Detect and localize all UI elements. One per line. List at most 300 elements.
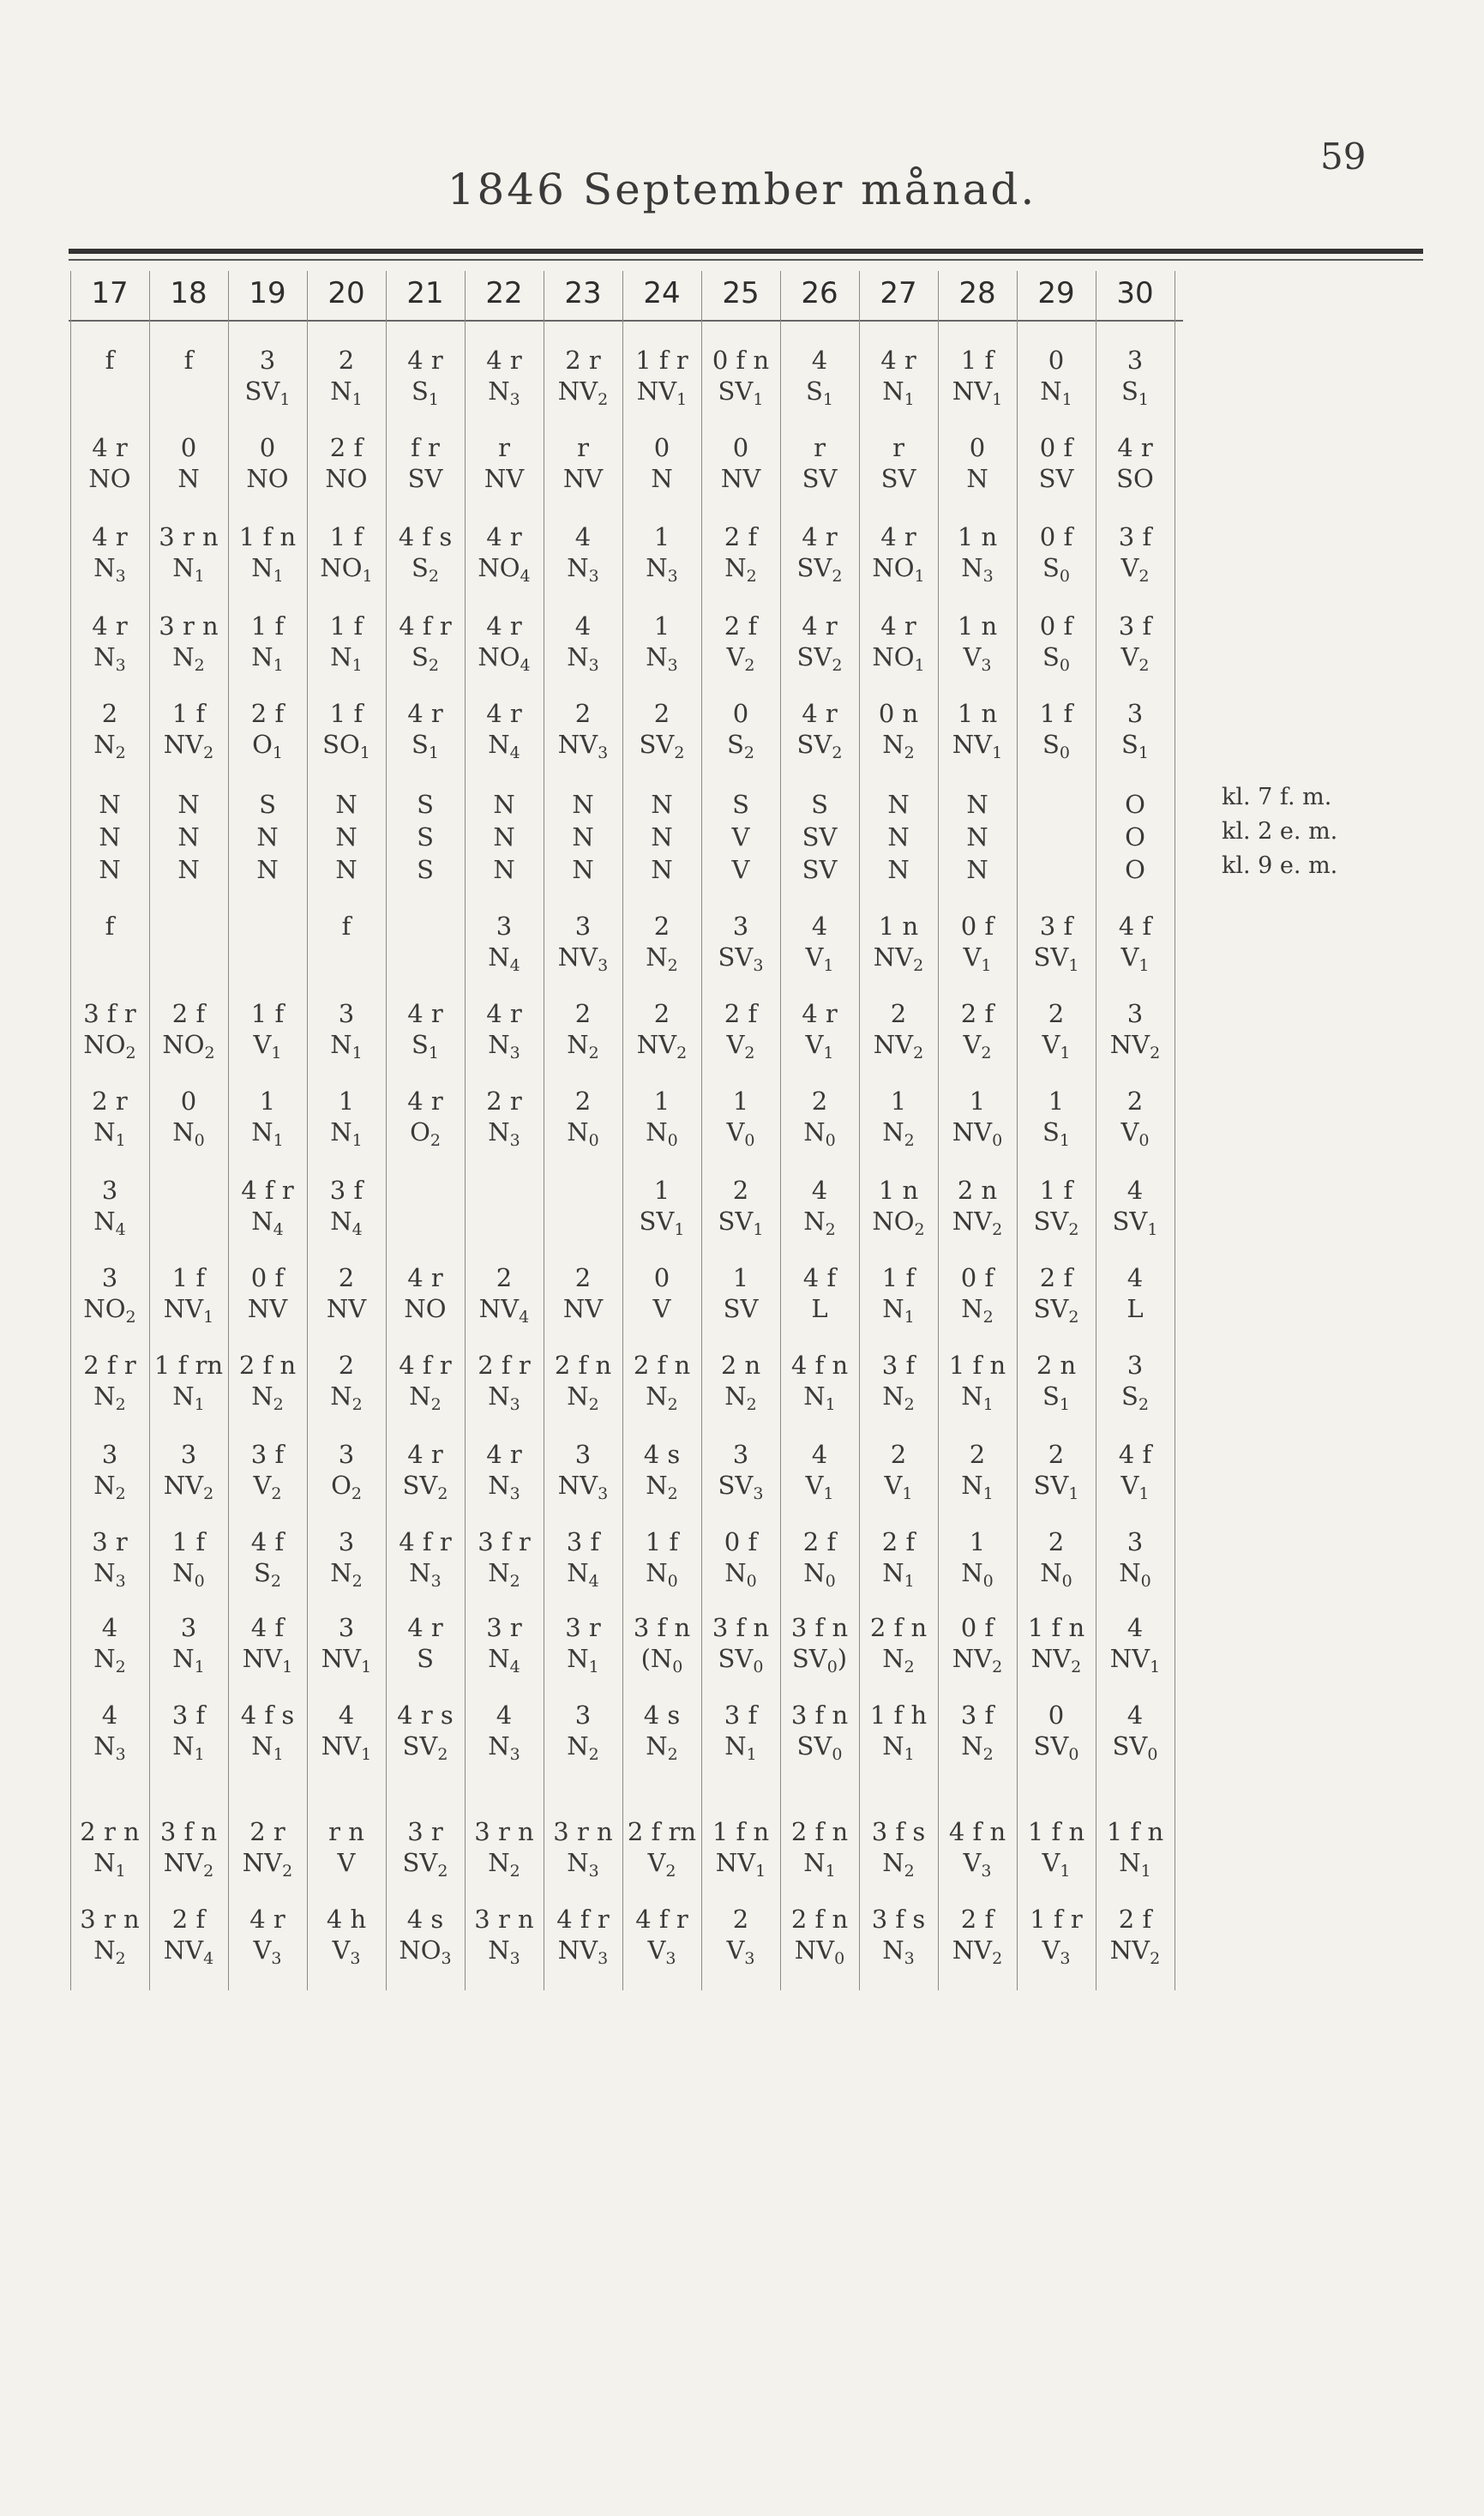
observation-cell xyxy=(386,1086,465,1150)
observation-cell xyxy=(1017,698,1096,760)
cell-line-1: 1 xyxy=(653,611,670,641)
cell-line-2: $SV_2$ xyxy=(1033,1294,1079,1327)
observation-cell xyxy=(1017,998,1096,1060)
observation-cell xyxy=(859,1612,938,1674)
observation-cell xyxy=(701,611,780,675)
observation-cell xyxy=(1017,1175,1096,1237)
observation-cell xyxy=(938,1350,1017,1414)
cell-line-1: 4 f xyxy=(1118,912,1152,941)
observation-cell xyxy=(938,911,1017,975)
cell-line-1: 3 f n xyxy=(790,1613,849,1642)
cell-line-2: $NV_2$ xyxy=(163,730,214,762)
cell-line-2: $N_1$ xyxy=(882,1731,915,1764)
cell-line-1: 2 xyxy=(653,912,670,941)
cell-line-1: 1 f xyxy=(329,522,363,551)
observation-cell xyxy=(228,1526,307,1591)
observation-cell xyxy=(149,822,228,852)
cell-line-2: $S_1$ xyxy=(1042,1381,1070,1414)
cell-line-1: 2 xyxy=(732,1176,749,1205)
cell-line-1: 3 xyxy=(1127,346,1144,375)
cell-line-2: $NV_1$ xyxy=(321,1731,372,1764)
cell-line-2: $O_2$ xyxy=(331,1471,362,1503)
cell-line-2: $S_1$ xyxy=(412,1030,439,1062)
cell-line-2: $NV_2$ xyxy=(952,1207,1003,1239)
cell-line-2: N xyxy=(651,464,673,493)
cell-line-2: $N_1$ xyxy=(172,1731,205,1764)
observation-cell xyxy=(149,1904,228,1968)
cell-line-2: $NV_1$ xyxy=(715,1848,766,1881)
cell-line-2: $SV_1$ xyxy=(718,1207,764,1239)
cell-line-1: 2 xyxy=(890,999,907,1028)
cell-line-2: $V_1$ xyxy=(805,942,834,975)
observation-cell xyxy=(1017,911,1096,975)
cell-line-2: $SV_0$ xyxy=(718,1644,764,1676)
cell-line-1: 1 f xyxy=(329,699,363,728)
cell-line-2: S xyxy=(417,1644,434,1673)
cell-line-1: 3 xyxy=(1127,699,1144,728)
cell-line-1: 2 xyxy=(653,999,670,1028)
cell-line-1: 4 r xyxy=(802,611,838,641)
observation-cell xyxy=(307,1816,386,1878)
observation-cell xyxy=(938,998,1017,1060)
observation-cell xyxy=(622,521,701,586)
day-header: 28 xyxy=(958,276,996,310)
cell-line-2: $NV_2$ xyxy=(1030,1644,1082,1676)
observation-cell xyxy=(544,854,622,885)
cell-line-2: $N_3$ xyxy=(93,1731,126,1764)
cell-line-1: 2 f xyxy=(171,1905,206,1934)
cell-line-2: $NO_3$ xyxy=(399,1935,452,1968)
observation-cell xyxy=(938,1700,1017,1764)
cell-line-1: 4 f r xyxy=(635,1905,688,1934)
cell-line-1: 0 xyxy=(180,433,197,462)
observation-cell xyxy=(859,1439,938,1501)
cell-line-1: 0 f xyxy=(960,1263,994,1292)
observation-cell xyxy=(622,1526,701,1591)
observation-cell xyxy=(386,1816,465,1881)
cell-line-1: 2 f xyxy=(329,433,363,462)
observation-cell xyxy=(307,1086,386,1150)
cell-line-2: $N_2$ xyxy=(567,1731,599,1764)
cell-line-1: 3 xyxy=(1127,1527,1144,1556)
cell-line-2: $NO_1$ xyxy=(872,553,925,586)
cell-line-1: 3 xyxy=(574,1440,592,1469)
cell-line-1: 4 xyxy=(1127,1263,1144,1292)
cell-line-2: $N_4$ xyxy=(330,1207,363,1239)
cell-line-2: NO xyxy=(88,464,131,493)
cell-line-2: $N_4$ xyxy=(251,1207,284,1239)
cell-line-2: $N_1$ xyxy=(251,1731,284,1764)
cell-line-1: N xyxy=(887,790,910,819)
cell-line-1: 3 f n xyxy=(790,1700,849,1730)
cell-line-1: 3 f s xyxy=(871,1817,926,1846)
cell-line-2: NV xyxy=(484,464,525,493)
observation-cell xyxy=(1017,1816,1096,1881)
observation-cell xyxy=(307,1700,386,1764)
observation-cell xyxy=(70,1086,149,1150)
cell-line-1: 4 r xyxy=(407,1086,443,1116)
observation-cell xyxy=(780,789,859,820)
observation-cell xyxy=(544,698,622,760)
cell-line-1: 4 r xyxy=(407,346,443,375)
cell-line-1: N xyxy=(966,790,988,819)
observation-cell xyxy=(859,854,938,885)
observation-cell xyxy=(701,1612,780,1674)
day-header: 27 xyxy=(880,276,917,310)
cell-line-1: 2 n xyxy=(1036,1351,1077,1380)
cell-line-1: 2 f r xyxy=(478,1351,531,1380)
cell-line-1: 3 f xyxy=(1039,912,1073,941)
cell-line-1: N xyxy=(256,855,279,884)
cell-line-1: 2 n xyxy=(957,1176,998,1205)
cell-line-2: $NV_0$ xyxy=(794,1935,845,1968)
cell-line-2: $NV_2$ xyxy=(557,376,609,409)
observation-cell xyxy=(622,1816,701,1881)
page-title: 1846 September månad. xyxy=(447,165,1037,214)
cell-line-1: r n xyxy=(328,1817,364,1846)
cell-line-1: N xyxy=(493,855,515,884)
observation-cell xyxy=(149,611,228,675)
cell-line-1: 2 xyxy=(732,1905,749,1934)
cell-line-2: $N_1$ xyxy=(330,642,363,675)
observation-cell xyxy=(938,611,1017,675)
cell-line-1: 4 xyxy=(101,1613,118,1642)
cell-line-1: 3 xyxy=(180,1440,197,1469)
cell-line-1: 4 f xyxy=(250,1527,285,1556)
cell-line-2: $SO_1$ xyxy=(322,730,370,762)
cell-line-2: $N_0$ xyxy=(646,1558,678,1591)
cell-line-2: $SV_1$ xyxy=(1033,1471,1079,1503)
cell-line-2: $N_2$ xyxy=(172,642,205,675)
cell-line-1: 4 f r xyxy=(556,1905,610,1934)
cell-line-2: $NV_2$ xyxy=(1109,1935,1161,1968)
day-header: 20 xyxy=(327,276,365,310)
cell-line-1: 3 r n xyxy=(553,1817,613,1846)
cell-line-1: 4 xyxy=(1127,1613,1144,1642)
cell-line-1: 3 r n xyxy=(474,1817,534,1846)
observation-cell xyxy=(149,1816,228,1881)
cell-line-1: 4 r xyxy=(802,699,838,728)
observation-cell xyxy=(70,1439,149,1501)
cell-line-1: f xyxy=(183,346,194,375)
cell-line-1: 1 f r xyxy=(635,346,688,375)
observation-cell xyxy=(307,1904,386,1968)
cell-line-1: 4 xyxy=(811,346,828,375)
cell-line-2: $NV_2$ xyxy=(163,1471,214,1503)
observation-cell xyxy=(307,1526,386,1591)
cell-line-2: $V_1$ xyxy=(805,1030,834,1062)
cell-line-2: $V_2$ xyxy=(1121,553,1150,586)
cell-line-1: 3 xyxy=(574,1700,592,1730)
cell-line-1: 2 xyxy=(496,1263,513,1292)
cell-line-2: $SV_1$ xyxy=(1112,1207,1158,1239)
cell-line-2: $SV_3$ xyxy=(718,1471,764,1503)
observation-cell xyxy=(859,911,938,975)
cell-line-1: 0 xyxy=(732,433,749,462)
cell-line-2: $N_1$ xyxy=(882,376,915,409)
cell-line-2: $V_3$ xyxy=(332,1935,361,1968)
cell-line-2: $S_0$ xyxy=(1042,642,1070,675)
observation-cell xyxy=(70,345,149,376)
day-header-rule xyxy=(69,320,1183,322)
cell-line-1: f xyxy=(105,346,115,375)
cell-line-1: 4 h xyxy=(326,1905,367,1934)
observation-cell xyxy=(228,1262,307,1324)
observation-cell xyxy=(938,1526,1017,1591)
cell-line-1: 2 f xyxy=(724,522,758,551)
observation-cell xyxy=(1096,822,1175,852)
cell-line-2: $SV_2$ xyxy=(639,730,685,762)
observation-cell xyxy=(622,698,701,760)
cell-line-2: $N_4$ xyxy=(488,942,520,975)
cell-line-1: 3 r xyxy=(486,1613,522,1642)
observation-cell xyxy=(701,698,780,760)
cell-line-1: 3 xyxy=(496,912,513,941)
cell-line-1: 4 r xyxy=(486,522,522,551)
cell-line-1: 2 f xyxy=(724,611,758,641)
cell-line-2: $N_1$ xyxy=(330,1117,363,1150)
cell-line-1: 3 f n xyxy=(633,1613,691,1642)
cell-line-1: 3 xyxy=(574,912,592,941)
cell-line-1: 1 xyxy=(969,1527,986,1556)
cell-line-1: 3 f xyxy=(881,1351,916,1380)
observation-cell xyxy=(70,1816,149,1881)
observation-cell xyxy=(386,521,465,586)
observation-cell xyxy=(938,345,1017,409)
cell-line-2: $N_4$ xyxy=(488,1644,520,1676)
cell-line-1: 4 r xyxy=(92,522,128,551)
observation-cell xyxy=(228,432,307,494)
observation-cell xyxy=(1017,1700,1096,1764)
cell-line-2: $N_2$ xyxy=(882,1848,915,1881)
day-header: 24 xyxy=(643,276,681,310)
cell-line-2: NV xyxy=(562,1294,604,1323)
cell-line-1: 2 xyxy=(574,1263,592,1292)
cell-line-1: 2 xyxy=(1048,999,1065,1028)
cell-line-1: 4 r xyxy=(407,1613,443,1642)
observation-cell xyxy=(859,822,938,852)
cell-line-2: $O_2$ xyxy=(410,1117,441,1150)
observation-cell xyxy=(701,1439,780,1501)
observation-cell xyxy=(544,1350,622,1414)
observation-cell xyxy=(701,1816,780,1881)
observation-cell xyxy=(544,1904,622,1968)
observation-cell xyxy=(701,1904,780,1968)
observation-cell xyxy=(228,1700,307,1764)
observation-cell xyxy=(1096,911,1175,975)
observation-cell xyxy=(465,698,544,760)
observation-cell xyxy=(859,1904,938,1968)
cell-line-2: $N_1$ xyxy=(803,1848,836,1881)
cell-line-1: 1 f xyxy=(1039,1176,1073,1205)
cell-line-2: $N_3$ xyxy=(567,553,599,586)
cell-line-2: $S_1$ xyxy=(1121,376,1149,409)
cell-line-2: $N_2$ xyxy=(882,1644,915,1676)
cell-line-1: 0 xyxy=(653,433,670,462)
cell-line-2: $V_2$ xyxy=(1121,642,1150,675)
cell-line-2: $V_1$ xyxy=(963,942,992,975)
observation-cell xyxy=(859,611,938,675)
cell-line-2: $SV_1$ xyxy=(244,376,291,409)
observation-cell xyxy=(780,1350,859,1414)
cell-line-2: $N_1$ xyxy=(882,1294,915,1327)
cell-line-2: L xyxy=(1127,1294,1144,1323)
observation-cell xyxy=(622,1700,701,1764)
observation-cell xyxy=(544,1526,622,1591)
cell-line-1: 1 f n xyxy=(238,522,297,551)
cell-line-1: V xyxy=(731,855,750,884)
cell-line-1: 3 r n xyxy=(159,522,219,551)
cell-line-2: $S_1$ xyxy=(412,730,439,762)
cell-line-1: 1 f rn xyxy=(153,1351,224,1380)
cell-line-1: N xyxy=(177,822,200,852)
cell-line-2: $V_1$ xyxy=(884,1471,913,1503)
observation-cell xyxy=(465,1526,544,1591)
observation-cell xyxy=(622,1262,701,1324)
cell-line-1: 4 f xyxy=(802,1263,837,1292)
observation-cell xyxy=(701,1700,780,1764)
cell-line-1: 2 xyxy=(574,699,592,728)
cell-line-2: $V_3$ xyxy=(1042,1935,1071,1968)
cell-line-2: $N_3$ xyxy=(646,642,678,675)
cell-line-1: 3 f s xyxy=(871,1905,926,1934)
cell-line-1: 3 r n xyxy=(159,611,219,641)
observation-cell xyxy=(859,521,938,586)
observation-cell xyxy=(307,1439,386,1501)
cell-line-1: 1 f r xyxy=(1030,1905,1083,1934)
cell-line-2: $NV_2$ xyxy=(1109,1030,1161,1062)
time-note-morning: kl. 7 f. m. xyxy=(1222,784,1332,810)
cell-line-1: S xyxy=(417,822,434,852)
cell-line-1: 3 r n xyxy=(80,1905,140,1934)
cell-line-1: 1 n xyxy=(957,611,998,641)
cell-line-1: 1 xyxy=(259,1086,276,1116)
cell-line-2: NV xyxy=(720,464,761,493)
observation-cell xyxy=(149,698,228,760)
observation-cell xyxy=(622,854,701,885)
observation-cell xyxy=(465,1439,544,1501)
cell-line-2: $N_2$ xyxy=(724,1381,757,1414)
cell-line-1: 2 xyxy=(653,699,670,728)
cell-line-1: 3 r n xyxy=(474,1905,534,1934)
cell-line-2: $N_2$ xyxy=(488,1558,520,1591)
cell-line-1: 1 f xyxy=(960,346,994,375)
observation-cell xyxy=(70,1612,149,1674)
cell-line-2: $N_3$ xyxy=(93,553,126,586)
cell-line-1: 4 f s xyxy=(240,1700,295,1730)
cell-line-1: 4 r xyxy=(486,999,522,1028)
cell-line-1: r xyxy=(577,433,589,462)
observation-cell xyxy=(938,521,1017,586)
observation-cell xyxy=(1096,1175,1175,1237)
cell-line-1: 3 xyxy=(732,912,749,941)
observation-cell xyxy=(70,1700,149,1764)
observation-cell xyxy=(780,1262,859,1324)
cell-line-1: N xyxy=(966,855,988,884)
cell-line-1: 3 f xyxy=(1118,611,1152,641)
cell-line-2: $NV_1$ xyxy=(636,376,688,409)
observation-cell xyxy=(1096,345,1175,409)
cell-line-2: $N_2$ xyxy=(330,1558,363,1591)
cell-line-1: 3 xyxy=(338,1527,355,1556)
observation-cell xyxy=(938,822,1017,852)
observation-cell xyxy=(465,521,544,586)
observation-cell xyxy=(386,1350,465,1414)
observation-cell xyxy=(228,345,307,409)
observation-cell xyxy=(70,1262,149,1327)
cell-line-2: $N_3$ xyxy=(488,1381,520,1414)
cell-line-1: 1 xyxy=(653,1176,670,1205)
cell-line-1: 1 xyxy=(653,1086,670,1116)
cell-line-2: $N_3$ xyxy=(488,1117,520,1150)
observation-cell xyxy=(307,432,386,494)
cell-line-2: $NO_4$ xyxy=(478,642,531,675)
observation-cell xyxy=(149,1700,228,1764)
observation-cell xyxy=(701,789,780,820)
observation-cell xyxy=(622,789,701,820)
cell-line-1: 4 r xyxy=(92,433,128,462)
observation-cell xyxy=(1096,1439,1175,1501)
cell-line-1: 3 xyxy=(259,346,276,375)
observation-cell xyxy=(544,521,622,586)
cell-line-1: 4 xyxy=(1127,1176,1144,1205)
cell-line-2: $SV_0$ xyxy=(1112,1731,1158,1764)
observation-cell xyxy=(701,1262,780,1324)
observation-cell xyxy=(70,789,149,820)
observation-cell xyxy=(307,789,386,820)
observation-cell xyxy=(1017,521,1096,586)
observation-cell xyxy=(859,698,938,760)
cell-line-2: $N_3$ xyxy=(93,1558,126,1591)
cell-line-1: 3 xyxy=(338,999,355,1028)
observation-cell xyxy=(544,1439,622,1501)
cell-line-1: 4 xyxy=(101,1700,118,1730)
cell-line-1: 4 f r xyxy=(399,1351,452,1380)
observation-cell xyxy=(701,854,780,885)
observation-cell xyxy=(622,1904,701,1968)
observation-cell xyxy=(228,1086,307,1150)
observation-cell xyxy=(465,998,544,1060)
day-header: 26 xyxy=(801,276,838,310)
cell-line-2: $N_1$ xyxy=(961,1471,994,1503)
observation-cell xyxy=(386,611,465,675)
cell-line-2: NV xyxy=(326,1294,367,1323)
cell-line-2: SO xyxy=(1116,464,1154,493)
cell-line-2: $S_1$ xyxy=(1121,730,1149,762)
cell-line-1: 2 xyxy=(338,1351,355,1380)
observation-cell xyxy=(1096,698,1175,760)
observation-cell xyxy=(1017,1086,1096,1150)
cell-line-2: SV xyxy=(802,464,838,493)
observation-cell xyxy=(544,1700,622,1764)
cell-line-2: $NV_1$ xyxy=(952,730,1003,762)
cell-line-2: $N_2$ xyxy=(646,1381,678,1414)
observation-cell xyxy=(780,521,859,586)
observation-cell xyxy=(780,611,859,675)
cell-line-1: 2 xyxy=(890,1440,907,1469)
observation-cell xyxy=(780,345,859,409)
observation-cell xyxy=(386,822,465,852)
cell-line-2: $N_2$ xyxy=(961,1294,994,1327)
day-header: 21 xyxy=(406,276,444,310)
cell-line-1: 0 xyxy=(1048,1700,1065,1730)
observation-cell xyxy=(859,432,938,494)
cell-line-2: $V_3$ xyxy=(963,642,992,675)
cell-line-1: 1 xyxy=(969,1086,986,1116)
cell-line-2: NO xyxy=(246,464,289,493)
cell-line-2: N xyxy=(177,464,200,493)
observation-cell xyxy=(228,1816,307,1881)
